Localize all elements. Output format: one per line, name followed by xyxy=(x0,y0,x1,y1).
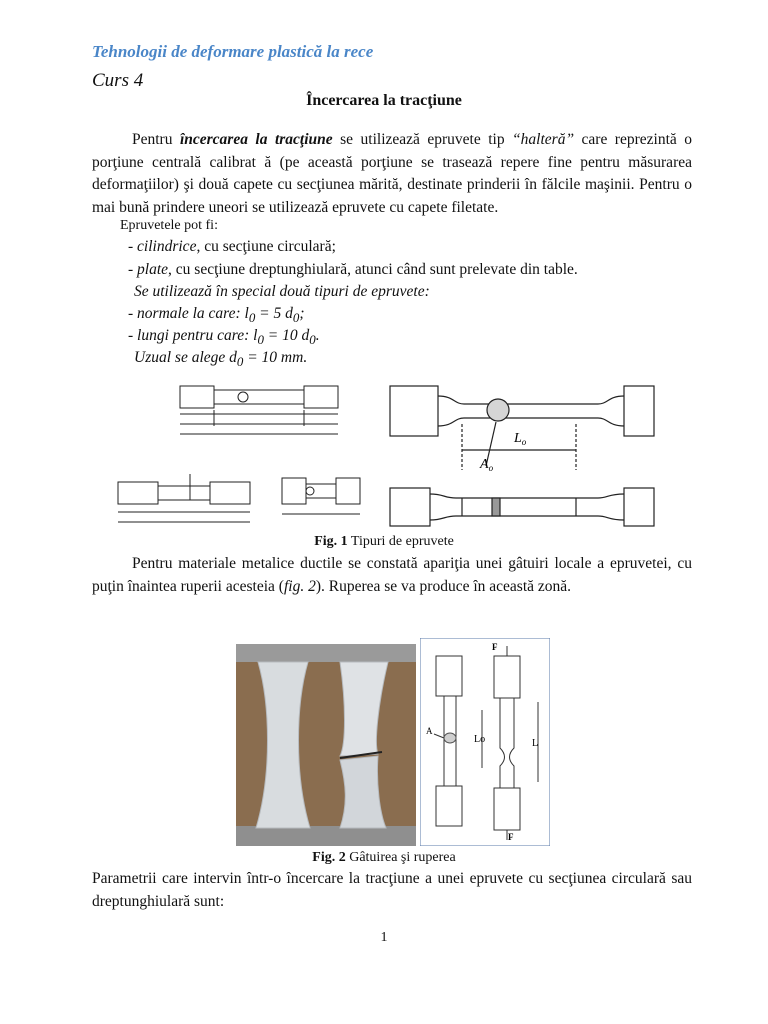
formula-text: Uzual se alege d xyxy=(134,349,237,366)
force-bottom-label: F xyxy=(508,832,514,842)
formula-sub: 0 xyxy=(236,354,244,370)
list-item-cylindrical: - cilindrice, cu secţiune circulară; xyxy=(128,238,336,255)
fig1-technical-drawings xyxy=(108,374,370,534)
course-header: Tehnologii de deformare plastică la rece xyxy=(92,42,374,61)
lecture-number: Curs 4 xyxy=(92,70,144,91)
fig2-caption-text: Gâtuirea şi ruperea xyxy=(345,850,456,865)
special-types-line: Se utilizează în special două tipuri de epruvete: xyxy=(134,283,430,300)
fig2-schematic xyxy=(420,638,550,846)
ao-label: $A_o$ xyxy=(480,457,494,473)
list-term: plate xyxy=(137,261,169,278)
threaded-body xyxy=(306,484,336,498)
list-item-plate: - plate, cu secţiune dreptunghiulară, atunci când sunt prelevate din table. xyxy=(128,261,578,278)
hatched-section xyxy=(492,498,500,516)
formula-sub: 0 xyxy=(248,310,256,326)
fig1-caption xyxy=(0,534,768,550)
fig-reference: fig. 2 xyxy=(283,577,316,595)
threaded-head-left xyxy=(282,478,306,504)
section-title: Încercarea la tracţiune xyxy=(306,92,462,109)
formula-text: ; xyxy=(299,305,305,322)
necking-paragraph xyxy=(92,553,692,598)
fig2-caption xyxy=(0,850,768,866)
fig1-label: Fig. 1 xyxy=(314,534,348,549)
lo-label: $L_o$ xyxy=(514,431,527,447)
necking-text: ). Ruperea se va produce în această zonă. xyxy=(315,577,572,595)
flat-head-right xyxy=(210,482,250,504)
fig1-specimen-outline xyxy=(384,384,658,530)
list-term: cilindrice xyxy=(137,238,197,255)
fig2-photo xyxy=(236,644,416,846)
formula-text: = 10 mm. xyxy=(243,349,308,366)
usual-diameter-line xyxy=(134,349,307,370)
formula-text: . xyxy=(315,327,320,344)
formula-text: - normale la care: l xyxy=(128,305,249,322)
fig1-caption-text: Tipuri de epruvete xyxy=(347,534,454,549)
list-text: , cu secţiune dreptunghiulară, atunci când sunt prelevate din table. xyxy=(168,261,578,278)
formula-text: - lungi pentru care: l xyxy=(128,327,258,344)
cross-section-ellipse xyxy=(444,733,456,743)
area-label: A xyxy=(426,726,433,736)
specimen-body xyxy=(214,390,304,404)
flat-head-left xyxy=(118,482,158,504)
l-label: L xyxy=(532,738,539,749)
formula-text: = 5 d xyxy=(255,305,293,322)
intro-text: Pentru xyxy=(132,131,180,148)
formula-text: = 10 d xyxy=(263,327,310,344)
flat-body xyxy=(158,486,210,500)
long-specimen-line xyxy=(128,327,320,348)
page-number: 1 xyxy=(380,930,388,945)
list-text: , cu secţiune circulară; xyxy=(196,238,336,255)
formula-sub: 0 xyxy=(309,332,316,348)
intro-paragraph xyxy=(92,129,692,219)
intro-term: încercarea la tracţiune xyxy=(179,131,333,148)
section-circle xyxy=(238,392,248,402)
formula-sub: 0 xyxy=(292,310,300,326)
threaded-head-right xyxy=(336,478,360,504)
lo-label: Lo xyxy=(474,734,486,745)
intro-text: care reprezintă o porţiune centrală calibrat ă (pe această porţiune se trasează repere fine pentru măsurarea deformaţiilor) şi două capete cu secţiunea mărită, destinate prinderii în fălcile maşinii. Pentru o mai bună prindere uneori se utilizează epruvete cu capete filetate. xyxy=(92,131,692,216)
force-top-label: F xyxy=(492,642,498,652)
specimen-head-right xyxy=(304,386,338,408)
formula-sub: 0 xyxy=(257,332,264,348)
cross-section-circle xyxy=(487,399,509,421)
specimen-head-left xyxy=(180,386,214,408)
list-heading: Epruvetele pot fi: xyxy=(120,218,218,233)
normal-specimen-line xyxy=(128,305,305,326)
fig2-label: Fig. 2 xyxy=(312,850,346,865)
necking-text: Pentru materiale metalice ductile se constată apariţia unei gâtuiri locale a epruvetei, cu puţin înaintea ruperii acesteia ( xyxy=(92,555,692,595)
intro-term-halter: “halteră” xyxy=(512,131,575,148)
threaded-section xyxy=(306,487,314,495)
intro-text: se utilizează epruvete tip xyxy=(332,131,513,148)
parameters-paragraph: Parametrii care intervin într-o încercare la tracţiune a unei epruvete cu secţiunea circulară sau dreptunghiulară sunt: xyxy=(92,870,692,910)
